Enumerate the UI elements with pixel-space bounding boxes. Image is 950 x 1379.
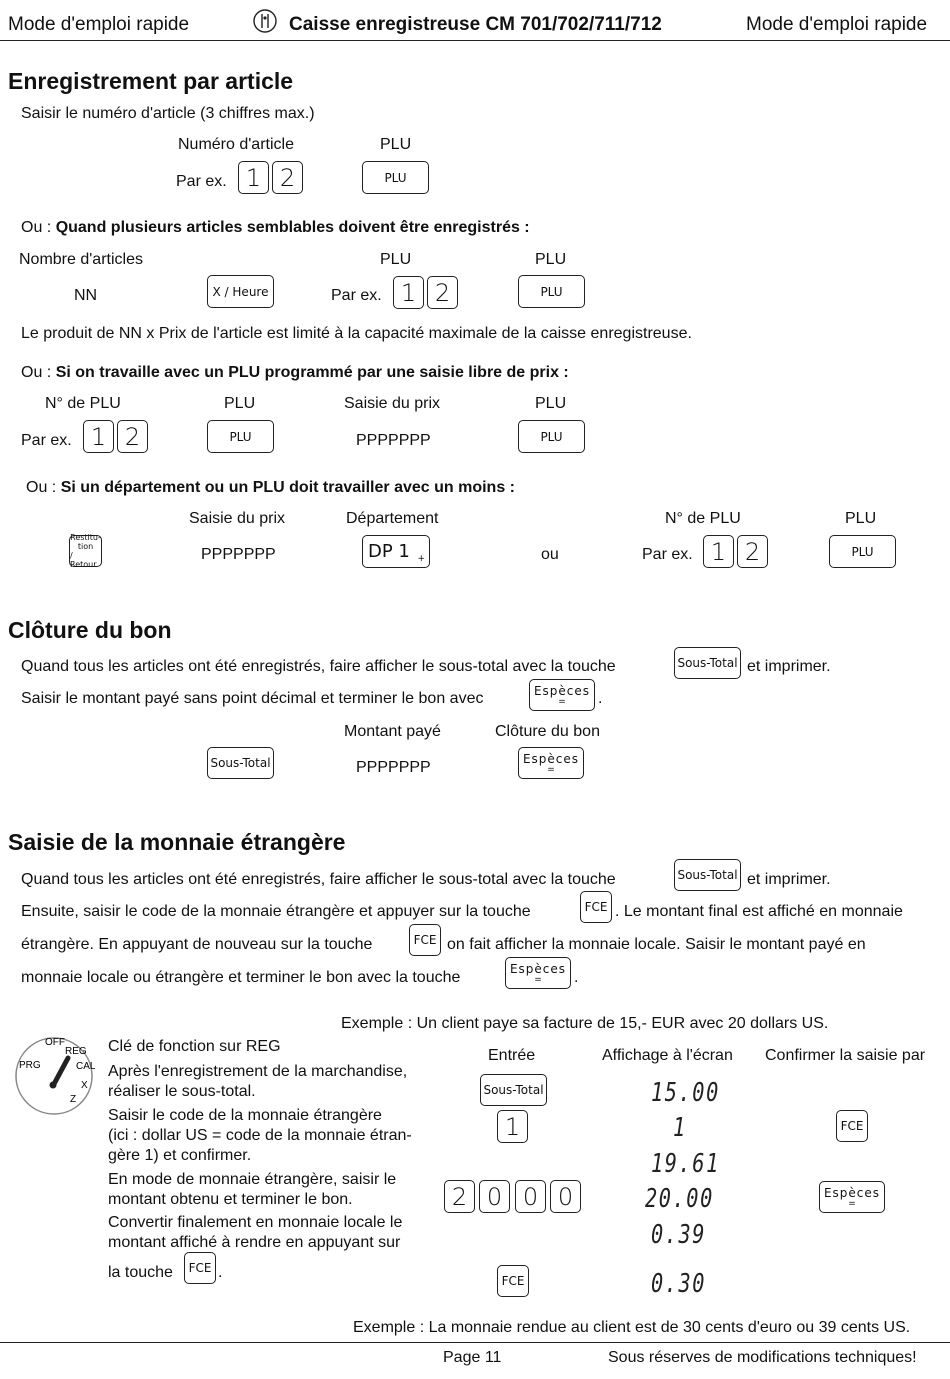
label-plu: PLU <box>845 510 877 527</box>
fce-key: FCE <box>836 1110 868 1142</box>
department-1-key: DP 1 + <box>362 535 430 568</box>
label-price-entry: Saisie du prix <box>189 510 286 527</box>
fc-text-4-end: . <box>574 969 579 986</box>
label-amount-paid: Montant payé <box>344 723 441 740</box>
fc-text-4: monnaie locale ou étrangère et terminer le bon avec la touche <box>21 969 461 986</box>
svg-text:X: X <box>81 1080 88 1091</box>
step-3: Saisir le code de la monnaie étrangère (ici : dollar US = code de la monnaie étran- gère 1) et confirmer. <box>108 1107 412 1164</box>
label-price-entry: Saisie du prix <box>344 395 441 412</box>
label-article-count: Nombre d'articles <box>19 251 143 268</box>
subtotal-key: Sous-Total <box>207 747 274 779</box>
or-condition-multiple: Ou : Quand plusieurs articles semblables doivent être enregistrés : <box>21 219 530 236</box>
svg-text:OFF: OFF <box>45 1037 65 1048</box>
digit-key: 2 <box>117 420 148 453</box>
digit-key: 0 <box>550 1180 581 1213</box>
cash-key: Espèces = <box>819 1181 885 1213</box>
example-bottom: Exemple : La monnaie rendue au client est de 30 cents d'euro ou 39 cents US. <box>353 1319 911 1336</box>
fce-key: FCE <box>497 1265 529 1297</box>
label-plu: PLU <box>535 251 567 268</box>
intro-text: Saisir le numéro d'article (3 chiffres max.) <box>21 105 315 122</box>
subtotal-key: Sous-Total <box>674 647 741 679</box>
price-placeholder: PPPPPPP <box>201 546 276 563</box>
header-rule <box>0 40 950 41</box>
footer-note: Sous réserves de modifications techniques! <box>608 1349 917 1366</box>
display-readout: 15.00 <box>651 1078 720 1108</box>
or-word: ou <box>541 546 559 563</box>
svg-text:Z: Z <box>70 1094 77 1105</box>
fc-text-1-end: et imprimer. <box>747 871 831 888</box>
brand-logo-icon <box>252 8 278 34</box>
or-condition-minus: Ou : Si un département ou un PLU doit travailler avec un moins : <box>26 479 515 496</box>
header-right: Mode d'emploi rapide <box>746 14 928 35</box>
step-2: Après l'enregistrement de la marchandise, réaliser le sous-total. <box>108 1063 408 1100</box>
display-readout: 0.39 <box>651 1220 707 1250</box>
multiply-hour-key: X / Heure <box>207 275 274 308</box>
header-left: Mode d'emploi rapide <box>8 14 190 35</box>
display-readout: 1 <box>673 1113 687 1143</box>
example-top: Exemple : Un client paye sa facture de 15,- EUR avec 20 dollars US. <box>341 1015 829 1032</box>
closing-text-1: Quand tous les articles ont été enregistrés, faire afficher le sous-total avec la touche <box>21 658 616 675</box>
footer-rule <box>0 1342 950 1343</box>
fc-text-3-end: on fait afficher la monnaie locale. Saisir le montant payé en <box>447 936 866 953</box>
label-closing: Clôture du bon <box>495 723 600 740</box>
fce-key: FCE <box>580 891 612 923</box>
label-plu: PLU <box>224 395 256 412</box>
digit-key: 2 <box>737 535 768 568</box>
subtotal-key: Sous-Total <box>674 859 741 891</box>
step-4: En mode de monnaie étrangère, saisir le montant obtenu et terminer le bon. <box>108 1171 397 1208</box>
section-title-article: Enregistrement par article <box>8 68 294 94</box>
display-readout: 20.00 <box>645 1184 714 1214</box>
plu-key: PLU <box>829 535 896 568</box>
label-plu-number: N° de PLU <box>665 510 741 527</box>
cash-key: Espèces = <box>518 747 584 779</box>
example-prefix: Par ex. <box>642 546 693 563</box>
digit-key: 0 <box>515 1180 546 1213</box>
display-readout: 19.61 <box>651 1149 720 1179</box>
or-condition-free-price: Ou : Si on travaille avec un PLU programmé par une saisie libre de prix : <box>21 364 569 381</box>
label-plu: PLU <box>380 251 412 268</box>
step-5-period: . <box>218 1264 223 1281</box>
plu-key: PLU <box>362 161 429 194</box>
digit-key: 1 <box>238 161 269 194</box>
digit-key: 2 <box>444 1180 475 1213</box>
label-plu-number: N° de PLU <box>45 395 121 412</box>
label-plu: PLU <box>380 136 412 153</box>
digit-key: 0 <box>479 1180 510 1213</box>
fc-text-2-end: . Le montant final est affiché en monnaie <box>615 903 903 920</box>
subtotal-key: Sous-Total <box>480 1074 547 1106</box>
column-display: Affichage à l'écran <box>602 1047 733 1064</box>
example-prefix: Par ex. <box>331 287 382 304</box>
fce-key: FCE <box>409 924 441 956</box>
label-department: Département <box>346 510 439 527</box>
example-prefix: Par ex. <box>21 432 72 449</box>
plu-key: PLU <box>207 420 274 453</box>
fce-key: FCE <box>184 1252 216 1284</box>
mode-key-dial-icon <box>14 1032 100 1118</box>
digit-key: 1 <box>83 420 114 453</box>
svg-text:CAL: CAL <box>76 1061 96 1072</box>
digit-key: 1 <box>497 1110 528 1143</box>
digit-key: 2 <box>427 276 458 309</box>
capacity-note: Le produit de NN x Prix de l'article est limité à la capacité maximale de la caisse enregistreuse. <box>21 325 692 342</box>
column-entry: Entrée <box>488 1047 536 1064</box>
closing-text-2-end: . <box>598 690 603 707</box>
step-5-end: la touche <box>108 1264 173 1281</box>
step-5: Convertir finalement en monnaie locale le montant affiché à rendre en appuyant sur <box>108 1214 403 1251</box>
column-confirm: Confirmer la saisie par <box>765 1047 926 1064</box>
label-plu: PLU <box>535 395 567 412</box>
price-placeholder: PPPPPPP <box>356 759 431 776</box>
svg-text:REG: REG <box>65 1046 87 1057</box>
fc-text-1: Quand tous les articles ont été enregistrés, faire afficher le sous-total avec la touche <box>21 871 616 888</box>
closing-text-1-end: et imprimer. <box>747 658 831 675</box>
quantity-placeholder: NN <box>74 287 98 304</box>
display-readout: 0.30 <box>651 1269 707 1299</box>
svg-text:PRG: PRG <box>19 1060 41 1071</box>
cash-key: Espèces = <box>505 957 571 989</box>
section-title-foreign-currency: Saisie de la monnaie étrangère <box>8 829 346 855</box>
refund-return-key: Restitu- tion / Retour <box>70 533 101 569</box>
digit-key: 2 <box>272 161 303 194</box>
example-prefix: Par ex. <box>176 173 227 190</box>
fc-text-2: Ensuite, saisir le code de la monnaie étrangère et appuyer sur la touche <box>21 903 531 920</box>
digit-key: 1 <box>703 535 734 568</box>
page-number: Page 11 <box>443 1349 502 1366</box>
step-1: Clé de fonction sur REG <box>108 1038 281 1055</box>
plu-key: PLU <box>518 275 585 308</box>
plu-key: PLU <box>518 420 585 453</box>
digit-key: 1 <box>393 276 424 309</box>
cash-key: Espèces = <box>529 679 595 711</box>
price-placeholder: PPPPPPP <box>356 432 431 449</box>
fc-text-3: étrangère. En appuyant de nouveau sur la touche <box>21 936 373 953</box>
label-article-number: Numéro d'article <box>178 136 294 153</box>
section-title-closing: Clôture du bon <box>8 617 172 643</box>
closing-text-2: Saisir le montant payé sans point décimal et terminer le bon avec <box>21 690 484 707</box>
header-title: Caisse enregistreuse CM 701/702/711/712 <box>289 14 662 35</box>
